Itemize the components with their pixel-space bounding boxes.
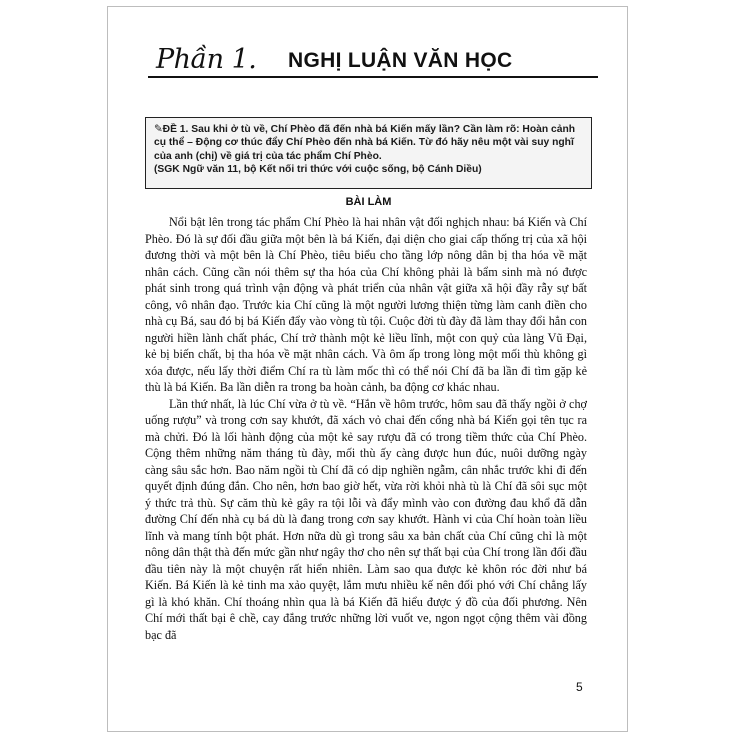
paragraph: Lần thứ nhất, là lúc Chí vừa ở tù về. “Hắn về hôm trước, hôm sau đã thấy ngồi ở chợ uống rượu” và trong cơn say khướt, đã xách vỏ chai đến cổng nhà bá Kiến gọi tên tục ra mà chửi. Đó là lối hành động của một kẻ say rượu đã có trong tiềm thức của Chí Phèo. Cộng thêm những năm tháng tù đày, mối thù ấy càng được hun đúc, nuôi dưỡng ngày càng sâu sắc hơn. Bao năm ngồi tù Chí đã có dịp nghiền ngẫm, cân nhắc trước khi đi đến quyết định đúng đắn. Cho nên, hơn bao giờ hết, vừa rời khỏi nhà tù là Chí đã sôi sục một ý thức trả thù. Sự căm thù kẻ gây ra tội lỗi và đẩy mình vào con đường đau khổ đã dẫn đường Chí đến nhà cụ bá dù là đang trong cơn say khướt. Hành vi của Chí hoàn toàn liều lĩnh và mang tính bột phát. Hơn nữa dù gì trong sâu xa bản chất của Chí cũng chỉ là một nông dân thật thà đến mức gần như ngây thơ cho nên sự thất bại của Chí trong lần đối đầu đầu tiên này là một chuyện rất hiển nhiên. Làm sao qua được kẻ khôn róc đời như bá Kiến. Bá Kiến là kẻ tinh ma xảo quyệt, lắm mưu nhiều kế nên đối phó với Chí chẳng lấy gì là khó khăn. Chí thoáng nhìn qua là bá Kiến đã hiểu được ý đồ của đối phương. Nên Chí mới thất bại ê chề, cay đắng trước những lời vuốt ve, ngon ngọt cộng thêm vài đồng bạc đã — [145, 396, 587, 642]
paragraph: Nổi bật lên trong tác phẩm Chí Phèo là hai nhân vật đối nghịch nhau: bá Kiến và Chí Phèo. Đó là sự đối đầu giữa một bên là bá Kiến, đại diện cho giai cấp thống trị của xã hội đương thời và một bên là Chí Phèo, tiêu biểu cho tầng lớp nông dân bị tha hóa về mặt nhân cách. Cũng cần nói thêm sự tha hóa của Chí không phải là bẩm sinh mà nó được phát sinh trong quá trình vận động và phát triển của nhân vật giữa xã hội đầy rẫy sự bất công, vô nhân đạo. Trước kia Chí cũng là một người lương thiện từng làm canh điền cho nhà cụ Bá, sau đó bị bá Kiến đẩy vào vòng tù tội. Cuộc đời tù đày đã làm thay đổi hẳn con người hiền lành chất phác, Chí trở thành một kẻ liều lĩnh, một con quỷ của làng Vũ Đại, kẻ bị biến chất, bị tha hóa về mặt nhân cách. Và ôm ấp trong lòng một mối thù không gì xóa được, nếu lấy thời điểm Chí ra tù làm mốc thì có thể nói Chí đã ba lần đi tìm gặp kẻ thù là bá Kiến. Ba lần diễn ra trong ba hoàn cảnh, ba động cơ khác nhau. — [145, 215, 587, 394]
answer-title: BÀI LÀM — [345, 196, 392, 208]
prompt-box — [145, 117, 592, 189]
pen-icon: ✎ — [154, 124, 163, 135]
chapter-header — [148, 40, 598, 80]
part-label: Phần 1. — [156, 44, 257, 75]
essay-body — [145, 214, 587, 643]
page-number: 5 — [576, 680, 583, 694]
prompt-text: ĐỀ 1. Sau khi ở tù về, Chí Phèo đã đến nhà bá Kiến mấy lần? Cần làm rõ: Hoàn cảnh cụ thể – Động cơ thúc đẩy Chí Phèo đến nhà bá Kiến. Từ đó hãy nêu một vài suy nghĩ của anh (chị) về giá trị của tác phẩm Chí Phèo. — [154, 124, 576, 162]
header-rule — [148, 76, 598, 78]
prompt-source: (SGK Ngữ văn 11, bộ Kết nối tri thức với cuộc sống, bộ Cánh Diều) — [154, 163, 482, 175]
part-title: NGHỊ LUẬN VĂN HỌC — [288, 49, 513, 72]
